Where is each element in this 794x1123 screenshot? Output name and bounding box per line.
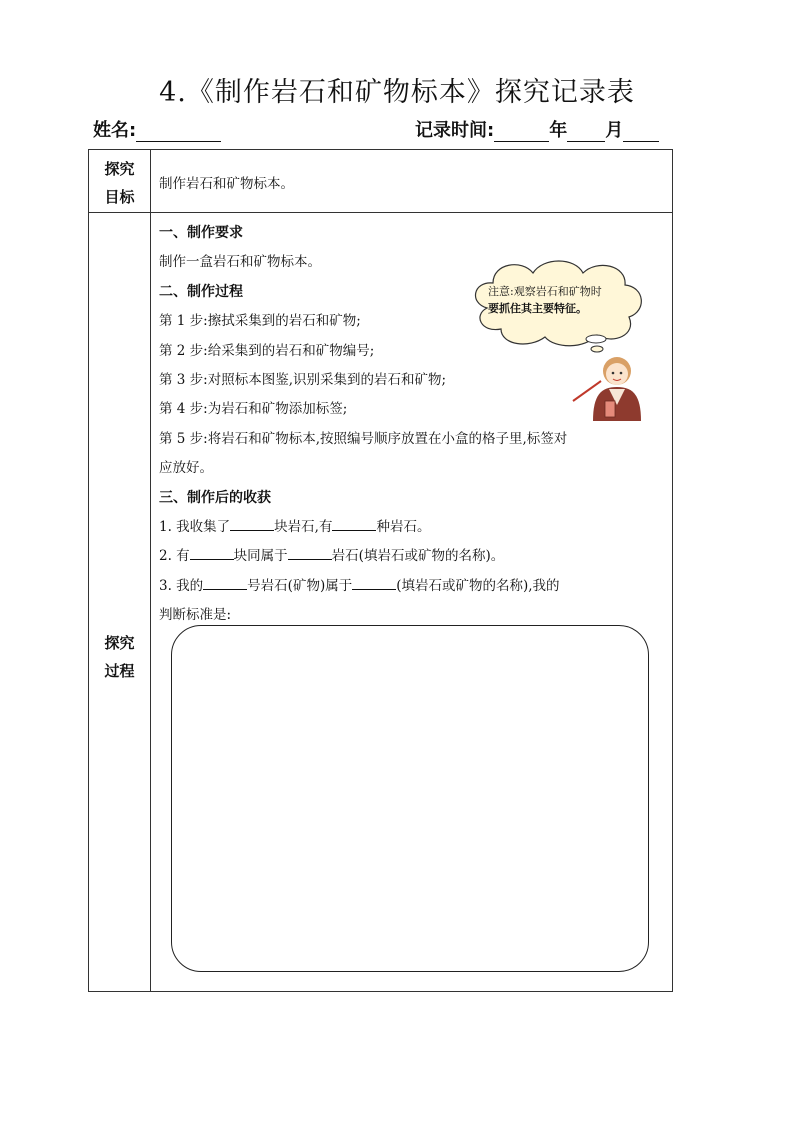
q2-text-b: 块同属于 <box>233 548 288 565</box>
goal-label-line1: 探究 <box>104 160 135 178</box>
section1-title: 一、制作要求 <box>159 225 243 241</box>
q3-text-a: 3. 我的 <box>159 577 204 594</box>
q1-text-a: 1. 我收集了 <box>159 519 231 536</box>
process-label-line2: 过程 <box>104 662 135 680</box>
step4: 第 4 步:为岩石和矿物添加标签; <box>159 401 348 418</box>
goal-content-cell <box>151 150 673 213</box>
name-field-row <box>93 116 221 142</box>
answer-box[interactable] <box>171 625 649 972</box>
q3-text-c: (填岩石或矿物的名称),我的 <box>396 577 560 594</box>
step5-line2: 应放好。 <box>159 460 213 477</box>
month-label: 月 <box>605 120 624 141</box>
bubble-line1: 注意:观察岩石和矿物时 <box>488 285 602 298</box>
q2-blank-name[interactable] <box>288 545 332 560</box>
q2-blank-count[interactable] <box>190 545 234 560</box>
question1 <box>159 513 664 542</box>
name-blank[interactable] <box>136 123 221 142</box>
q1-blank-kinds[interactable] <box>332 516 376 531</box>
page-title: 4.《制作岩石和矿物标本》探究记录表 <box>159 77 635 108</box>
step2: 第 2 步:给采集到的岩石和矿物编号; <box>159 342 375 359</box>
teacher-illustration <box>571 333 651 423</box>
bubble-text <box>488 283 648 317</box>
q3-blank-number[interactable] <box>203 575 247 590</box>
section3-title: 三、制作后的收获 <box>159 489 271 506</box>
process-label-cell <box>89 213 151 992</box>
goal-label-line2: 目标 <box>104 188 135 206</box>
section2-title: 二、制作过程 <box>159 283 243 300</box>
q3-blank-name[interactable] <box>352 575 396 590</box>
question3 <box>159 572 664 601</box>
question2 <box>159 542 664 571</box>
year-label: 年 <box>549 120 568 141</box>
step3: 第 3 步:对照标本图鉴,识别采集到的岩石和矿物; <box>159 372 447 389</box>
q2-text-c: 岩石(填岩石或矿物的名称)。 <box>331 548 505 565</box>
q3-text-b: 号岩石(矿物)属于 <box>247 577 353 594</box>
goal-text: 制作岩石和矿物标本。 <box>159 176 294 192</box>
q1-text-b: 块岩石,有 <box>274 519 333 536</box>
q1-blank-count[interactable] <box>230 516 274 531</box>
time-label: 记录时间: <box>415 120 495 141</box>
day-blank[interactable] <box>623 123 659 142</box>
time-field-row <box>415 116 659 142</box>
section1-text: 制作一盒岩石和矿物标本。 <box>159 254 321 271</box>
process-label-line1: 探究 <box>104 634 135 652</box>
question3-line2: 判断标准是: <box>159 607 232 624</box>
goal-label-cell <box>89 150 151 213</box>
year-blank[interactable] <box>494 123 549 142</box>
record-table <box>88 149 673 992</box>
bubble-line2: 要抓住其主要特征。 <box>488 302 587 315</box>
name-label: 姓名: <box>93 120 137 141</box>
step5-line1: 第 5 步:将岩石和矿物标本,按照编号顺序放置在小盒的格子里,标签对 <box>159 430 568 447</box>
q1-text-c: 种岩石。 <box>376 519 431 536</box>
process-content-cell <box>151 213 673 992</box>
month-blank[interactable] <box>567 123 605 142</box>
q2-text-a: 2. 有 <box>159 548 190 565</box>
step1: 第 1 步:擦拭采集到的岩石和矿物; <box>159 313 361 330</box>
